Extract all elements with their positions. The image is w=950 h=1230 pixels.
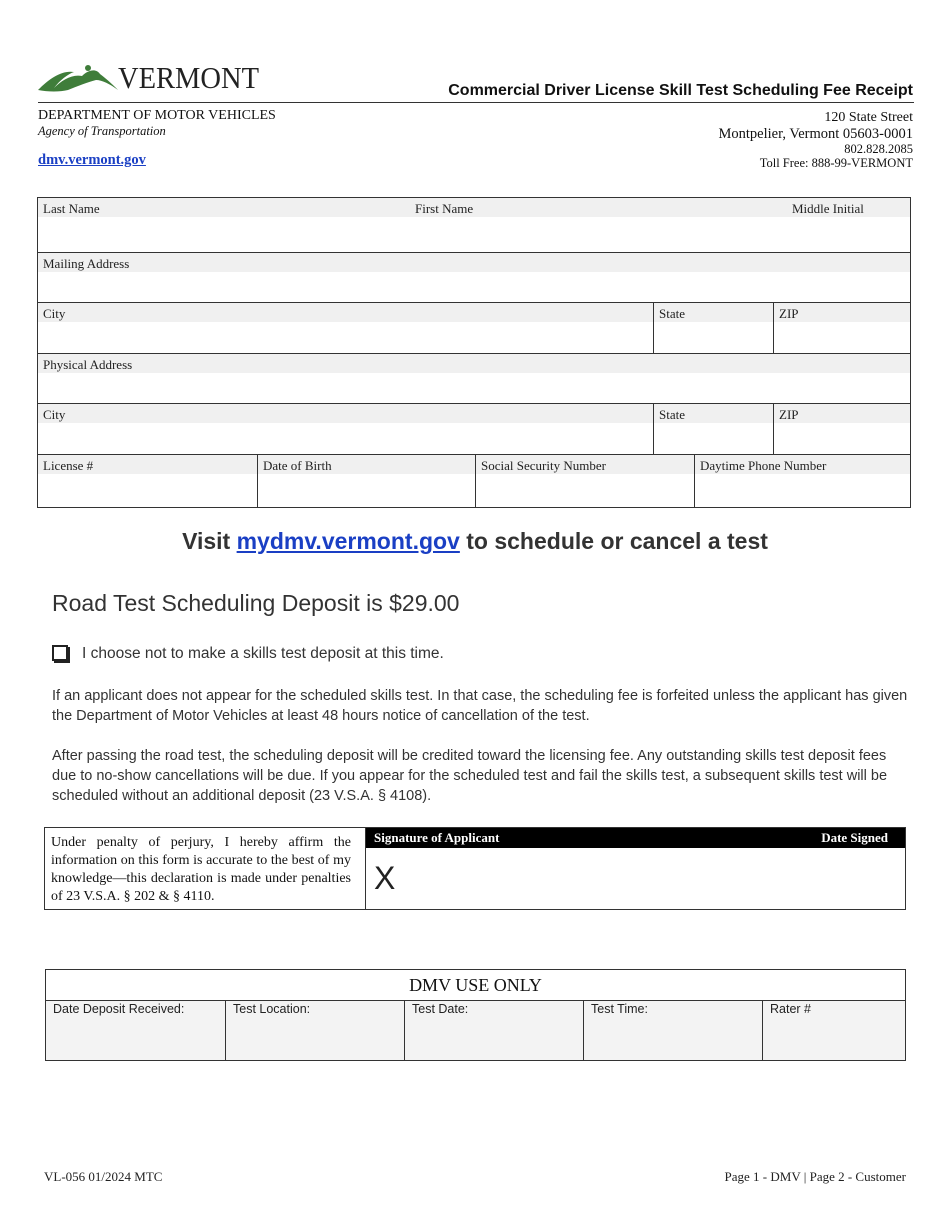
mailing-state-field[interactable] [653,303,773,353]
mailing-zip-field[interactable] [773,303,910,353]
test-location-label: Test Location: [233,1002,311,1016]
agency-name: Agency of Transportation [38,124,166,138]
signature-mark: X [374,860,396,896]
last-name-label: Last Name [43,201,100,216]
dmv-use-only-box [45,969,906,1061]
form-title: Commercial Driver License Skill Test Scheduling Fee Receipt [448,82,913,99]
applicant-info-table [37,197,911,508]
opt-out-checkbox[interactable] [52,645,68,661]
visit-suffix: to schedule or cancel a test [466,528,768,554]
zip-label: ZIP [779,407,799,422]
mailing-city-row [38,303,910,354]
date-deposit-received-label: Date Deposit Received: [53,1002,185,1016]
physical-address-field[interactable] [38,354,910,403]
physical-state-field[interactable] [653,404,773,454]
toll-free-number: Toll Free: 888-99-VERMONT [759,156,913,170]
name-field[interactable] [38,198,910,252]
zip-label: ZIP [779,306,799,321]
mailing-address-label: Mailing Address [43,256,130,271]
address-street: 120 State Street [824,110,913,125]
name-row [38,198,910,253]
form-id: VL-056 01/2024 MTC [44,1169,163,1184]
dmv-use-only-title: DMV USE ONLY [46,970,905,1001]
signature-box [44,827,906,910]
opt-out-option[interactable] [52,645,444,663]
department-name: DEPARTMENT OF MOTOR VEHICLES [38,108,276,123]
middle-initial-label: Middle Initial [792,201,864,216]
signature-label: Signature of Applicant [374,830,500,845]
signature-field[interactable] [366,848,905,909]
physical-city-field[interactable] [38,404,653,454]
state-label: State [659,306,685,321]
forfeit-paragraph: If an applicant does not appear for the scheduled skills test. In that case, the scheduling fee is forfeited unless the applicant has given the Department of Motor Vehicles at least 48 hours notice of cancellation of the test. [52,688,908,724]
first-name-label: First Name [415,201,474,216]
signature-header [366,828,905,848]
test-date-label: Test Date: [412,1002,469,1016]
page-info: Page 1 - DMV | Page 2 - Customer [724,1169,906,1184]
visit-instruction [0,528,950,555]
physical-city-row [38,404,910,455]
test-location-field[interactable] [225,1001,404,1060]
physical-address-row [38,354,910,404]
city-label: City [43,407,66,422]
mailing-city-field[interactable] [38,303,653,353]
rater-number-label: Rater # [770,1002,811,1016]
date-deposit-received-field[interactable] [46,1001,225,1060]
phone-label: Daytime Phone Number [700,458,827,473]
phone-number: 802.828.2085 [844,142,913,156]
identity-row [38,455,910,507]
credit-paragraph: After passing the road test, the scheduling deposit will be credited toward the licensing fee. Any outstanding skills test deposit fees due to no-show cancellations will be due. If you appear for the scheduled test and fail the skills test, a subsequent skills test will be scheduled without an additional deposit (23 V.S.A. § 4108). [52,748,888,804]
test-time-label: Test Time: [591,1002,648,1016]
dob-label: Date of Birth [263,458,332,473]
dmv-website-link[interactable]: dmv.vermont.gov [38,152,146,168]
license-label: License # [43,458,94,473]
date-signed-label: Date Signed [821,830,888,845]
test-date-field[interactable] [404,1001,583,1060]
state-label: State [659,407,685,422]
vermont-wordmark: VERMONT [118,60,260,95]
city-label: City [43,306,66,321]
physical-address-label: Physical Address [43,357,133,372]
address-city: Montpelier, Vermont 05603-0001 [718,126,913,142]
date-of-birth-field[interactable] [257,455,475,507]
license-number-field[interactable] [38,455,257,507]
header-divider [38,102,914,103]
deposit-heading: Road Test Scheduling Deposit is $29.00 [52,590,460,616]
opt-out-label: I choose not to make a skills test deposit at this time. [82,645,444,662]
ssn-field[interactable] [475,455,694,507]
test-time-field[interactable] [583,1001,762,1060]
mailing-address-row [38,253,910,303]
ssn-label: Social Security Number [481,458,606,473]
mydmv-link[interactable]: mydmv.vermont.gov [236,528,460,554]
physical-zip-field[interactable] [773,404,910,454]
mailing-address-field[interactable] [38,253,910,302]
rater-number-field[interactable] [762,1001,905,1060]
perjury-affirmation: Under penalty of perjury, I hereby affirm the information on this form is accurate to the best of my knowledge—this declaration is made under penalties of 23 V.S.A. § 202 & § 4110. [45,828,366,909]
visit-prefix: Visit [182,528,231,554]
daytime-phone-field[interactable] [694,455,910,507]
